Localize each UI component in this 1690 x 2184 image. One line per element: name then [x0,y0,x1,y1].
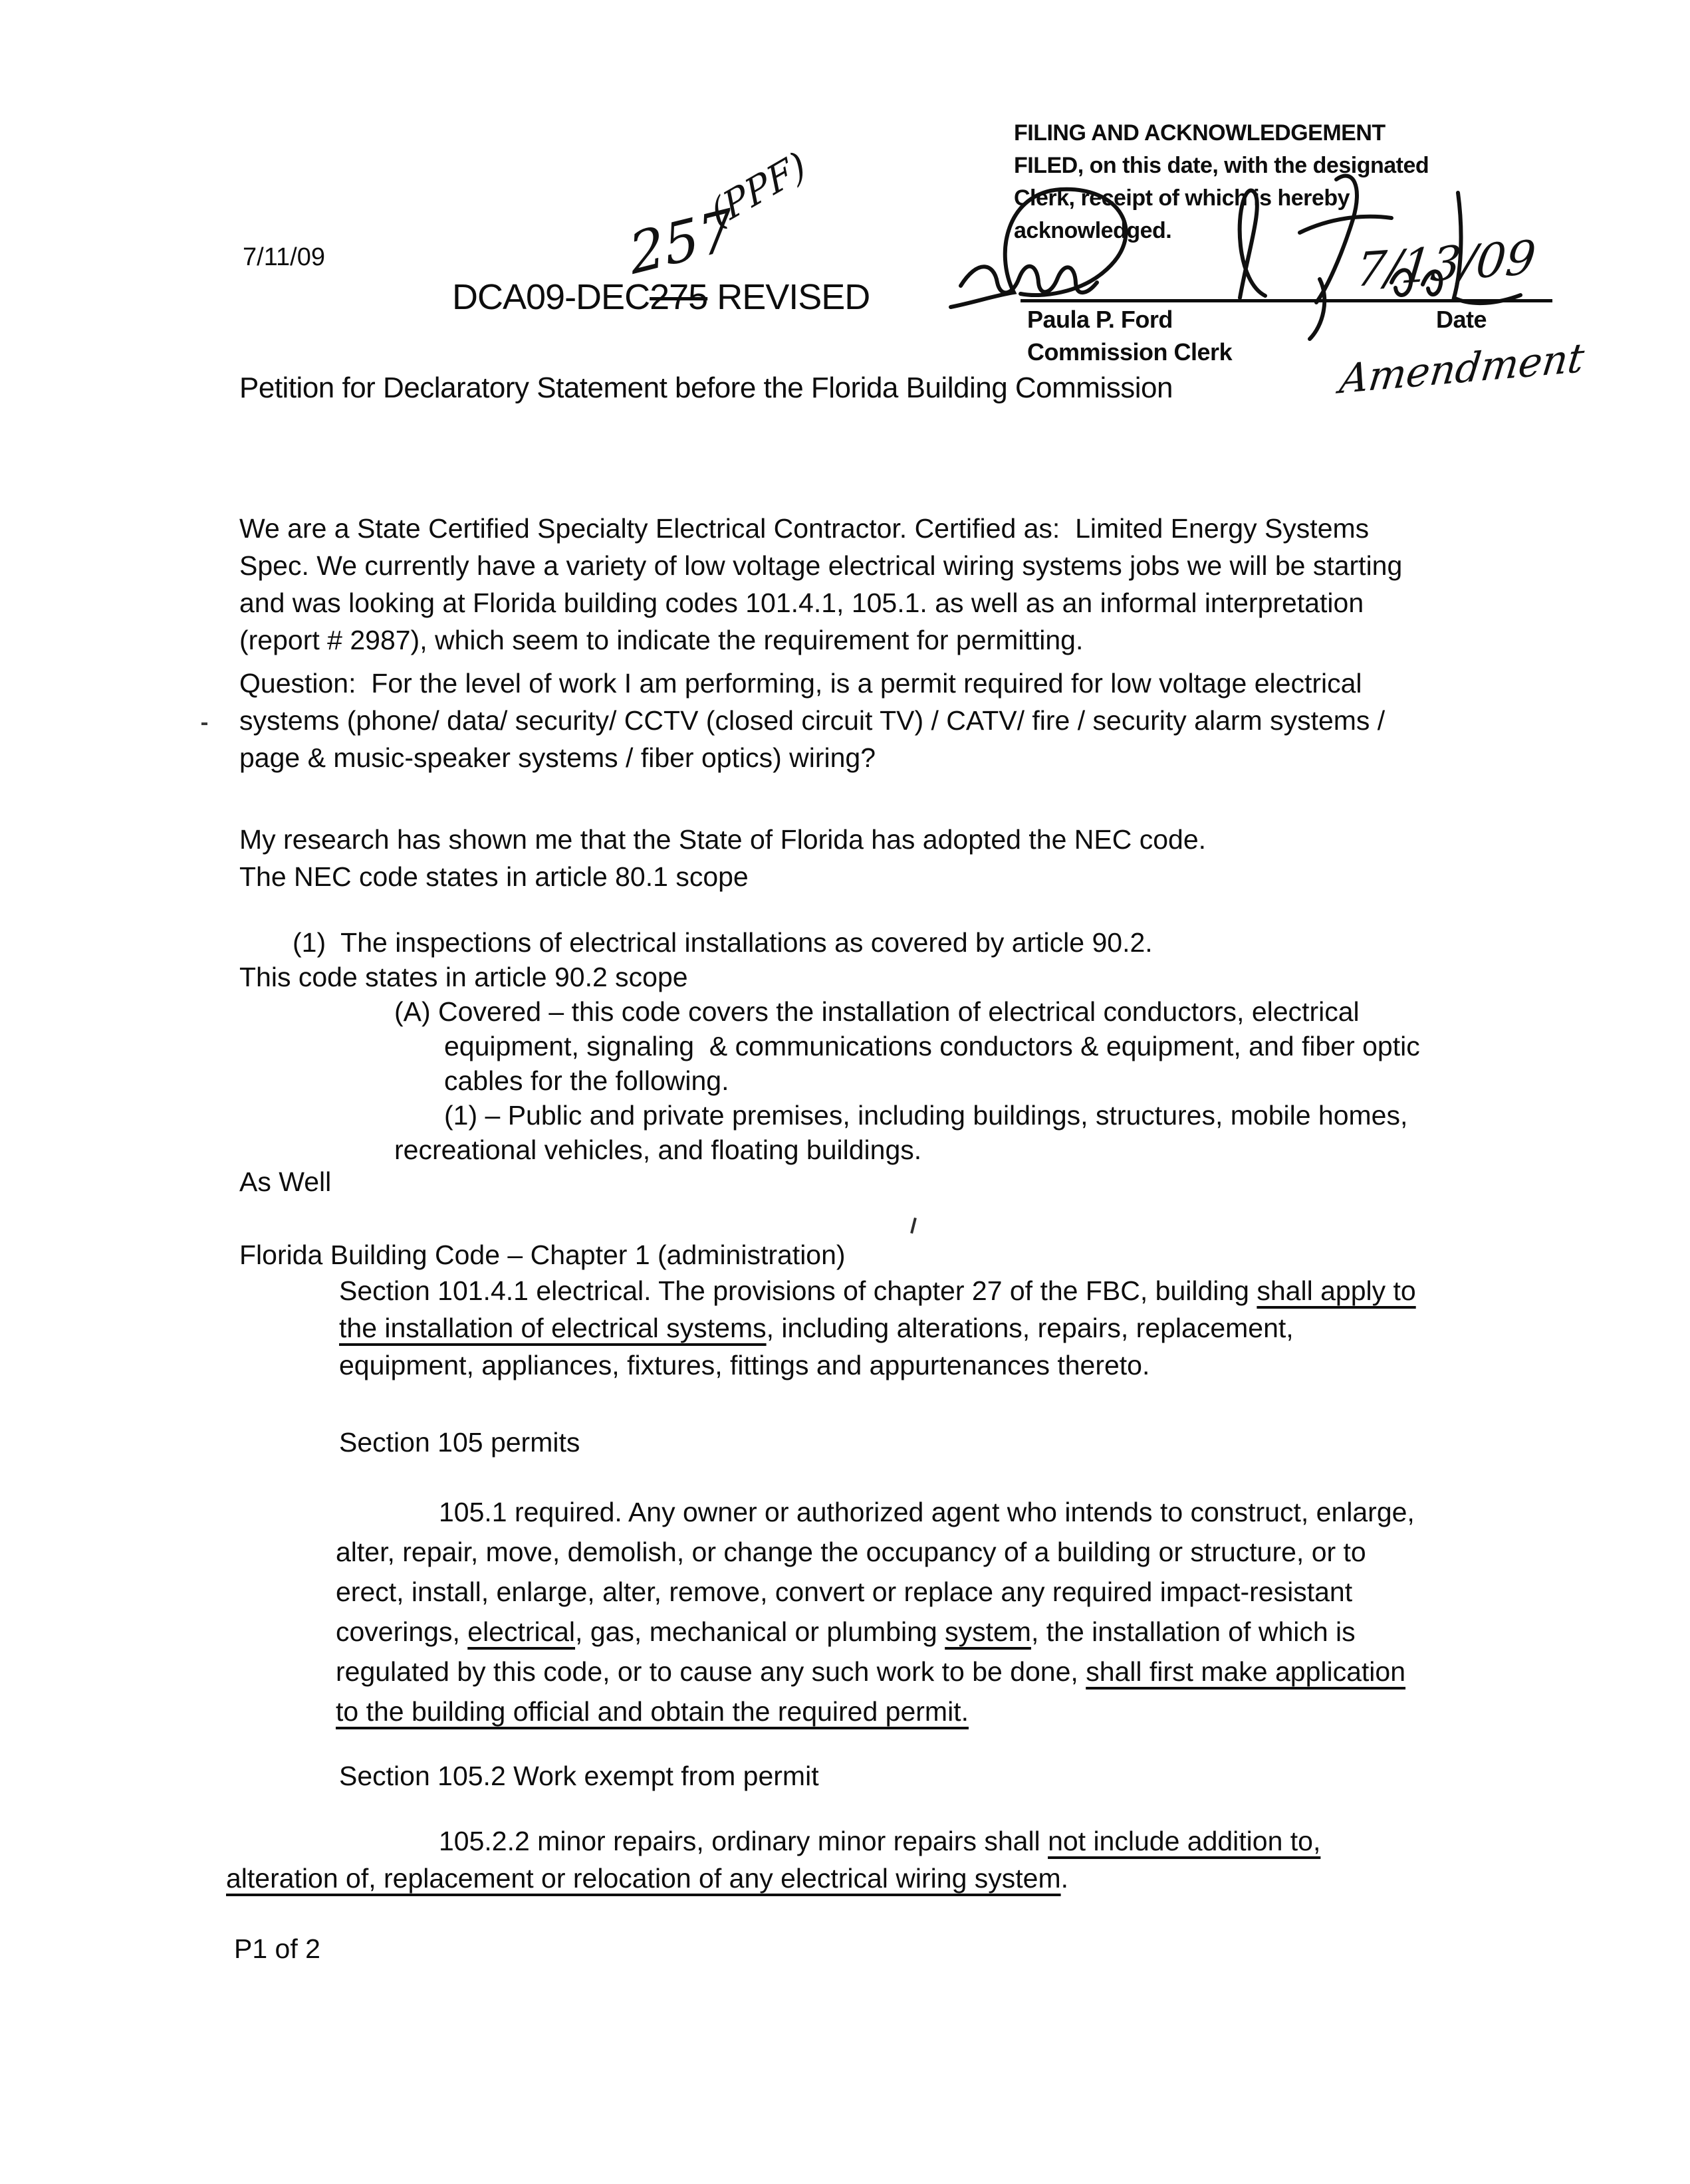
text-segment: . [1060,1863,1069,1894]
docket-prefix: DCA09-DEC [452,277,650,317]
body-line [239,744,876,772]
stamp-line: FILING AND ACKNOWLEDGEMENT [1014,120,1386,146]
body-line [444,1033,1420,1060]
body-line [394,998,1360,1026]
underlined-text: shall first make application [1086,1656,1406,1687]
handwritten-docket-number: 257 [625,196,738,288]
body-line [439,1828,1320,1855]
text-segment: page & music-speaker systems / fiber optics) wiring? [239,742,876,773]
text-segment: , including alterations, repairs, replacement, [766,1313,1294,1343]
text-segment: (report # 2987), which seem to indicate the requirement for permitting. [239,625,1084,655]
underlined-text: to the building official and obtain the required permit. [336,1696,969,1727]
body-line [239,964,688,991]
underlined-text: the installation of electrical systems [339,1313,767,1343]
body-line [339,1352,1149,1379]
text-segment: Section 105.2 Work exempt from permit [339,1761,819,1791]
text-segment: alter, repair, move, demolish, or change the occupancy of a building or structure, or to [336,1537,1366,1567]
text-segment: coverings, [336,1616,468,1647]
text-segment: Spec. We currently have a variety of low voltage electrical wiring systems jobs we will be starting [239,550,1403,581]
text-segment: equipment, appliances, fixtures, fittings and appurtenances thereto. [339,1350,1150,1380]
body-line [444,1067,729,1095]
body-line [339,1315,1294,1342]
handwritten-amendment: Amendment [1337,334,1587,403]
body-line [444,1102,1407,1129]
body-line [239,863,749,891]
body-line [239,552,1402,580]
text-segment: cables for the following. [444,1065,729,1096]
handwritten-docket-note: (PPF) [705,143,812,237]
docket-number [452,279,870,315]
body-line [339,1763,819,1790]
stamp-line: FILED, on this date, with the designated [1014,153,1429,178]
text-segment: recreational vehicles, and floating buildings. [394,1135,922,1165]
text-segment: Section 101.4.1 electrical. The provisions of chapter 27 of the FBC, building [339,1275,1257,1306]
signer-name: Paula P. Ford [1027,306,1173,333]
underlined-text: system [945,1616,1031,1647]
body-line [336,1539,1366,1566]
body-line [394,1137,921,1164]
signature-line [1021,299,1552,302]
text-segment: regulated by this code, or to cause any such work to be done, [336,1656,1086,1687]
stamp-line: acknowledged. [1014,218,1172,243]
text-segment: (A) Covered – this code covers the installation of electrical conductors, electrical [394,996,1360,1027]
body-line [293,929,1153,956]
body-line [239,707,1385,734]
body-line [226,1865,1068,1892]
body-line [336,1579,1352,1606]
page-number: P1 of 2 [234,1933,320,1964]
signer-title: Commission Clerk [1027,338,1233,366]
text-segment: 105.1 required. Any owner or authorized agent who intends to construct, enlarge, [439,1497,1415,1527]
docket-suffix: REVISED [707,277,870,317]
text-segment: erect, install, enlarge, alter, remove, convert or replace any required impact-resistant [336,1577,1353,1607]
body-line [239,515,1369,542]
stray-pen-tick [910,1218,917,1234]
text-segment: (1) The inspections of electrical installations as covered by article 90.2. [293,927,1153,958]
text-segment: Section 105 permits [339,1427,580,1458]
body-line [336,1618,1356,1646]
underlined-text: not include addition to, [1048,1826,1321,1856]
handwritten-signature-date: 7/13/09 [1353,230,1538,298]
filed-date: 7/11/09 [243,243,325,271]
text-segment: equipment, signaling & communications conductors & equipment, and fiber optic [444,1031,1420,1061]
text-segment: and was looking at Florida building codes 101.4.1, 105.1. as well as an informal interpretation [239,588,1364,618]
body-line [239,590,1364,617]
text-segment: We are a State Certified Specialty Electrical Contractor. Certified as: Limited Energy Systems [239,513,1370,544]
text-segment: As Well [239,1166,332,1197]
stamp-line: Clerk, receipt of which is hereby [1014,185,1350,211]
document-title: Petition for Declaratory Statement before the Florida Building Commission [239,372,1173,404]
body-line [339,1277,1416,1305]
underlined-text: electrical [467,1616,576,1647]
text-segment: systems (phone/ data/ security/ CCTV (closed circuit TV) / CATV/ fire / security alarm systems / [239,705,1386,736]
text-segment: Question: For the level of work I am performing, is a permit required for low voltage electrical [239,668,1362,699]
underlined-text: shall apply to [1257,1275,1416,1306]
underlined-text: alteration of, replacement or relocation of any electrical wiring system [226,1863,1061,1894]
text-segment: , gas, mechanical or plumbing [575,1616,945,1647]
docket-struck-number: 275 [650,277,708,317]
body-line [239,670,1362,697]
text-segment: This code states in article 90.2 scope [239,962,688,992]
body-line [336,1698,969,1725]
body-line [339,1429,580,1456]
text-segment: The NEC code states in article 80.1 scope [239,861,749,892]
text-segment: , the installation of which is [1030,1616,1356,1647]
text-segment: (1) – Public and private premises, including buildings, structures, mobile homes, [444,1100,1408,1131]
text-segment: My research has shown me that the State of Florida has adopted the NEC code. [239,824,1207,855]
text-segment: 105.2.2 minor repairs, ordinary minor repairs shall [439,1826,1048,1856]
body-line [239,627,1083,654]
body-line [239,1242,846,1269]
body-line [336,1658,1405,1686]
body-line [239,826,1206,853]
body-line [439,1499,1415,1526]
scan-speck [201,722,207,725]
body-line [239,1168,331,1196]
text-segment: Florida Building Code – Chapter 1 (administration) [239,1240,846,1270]
date-label: Date [1436,306,1487,333]
